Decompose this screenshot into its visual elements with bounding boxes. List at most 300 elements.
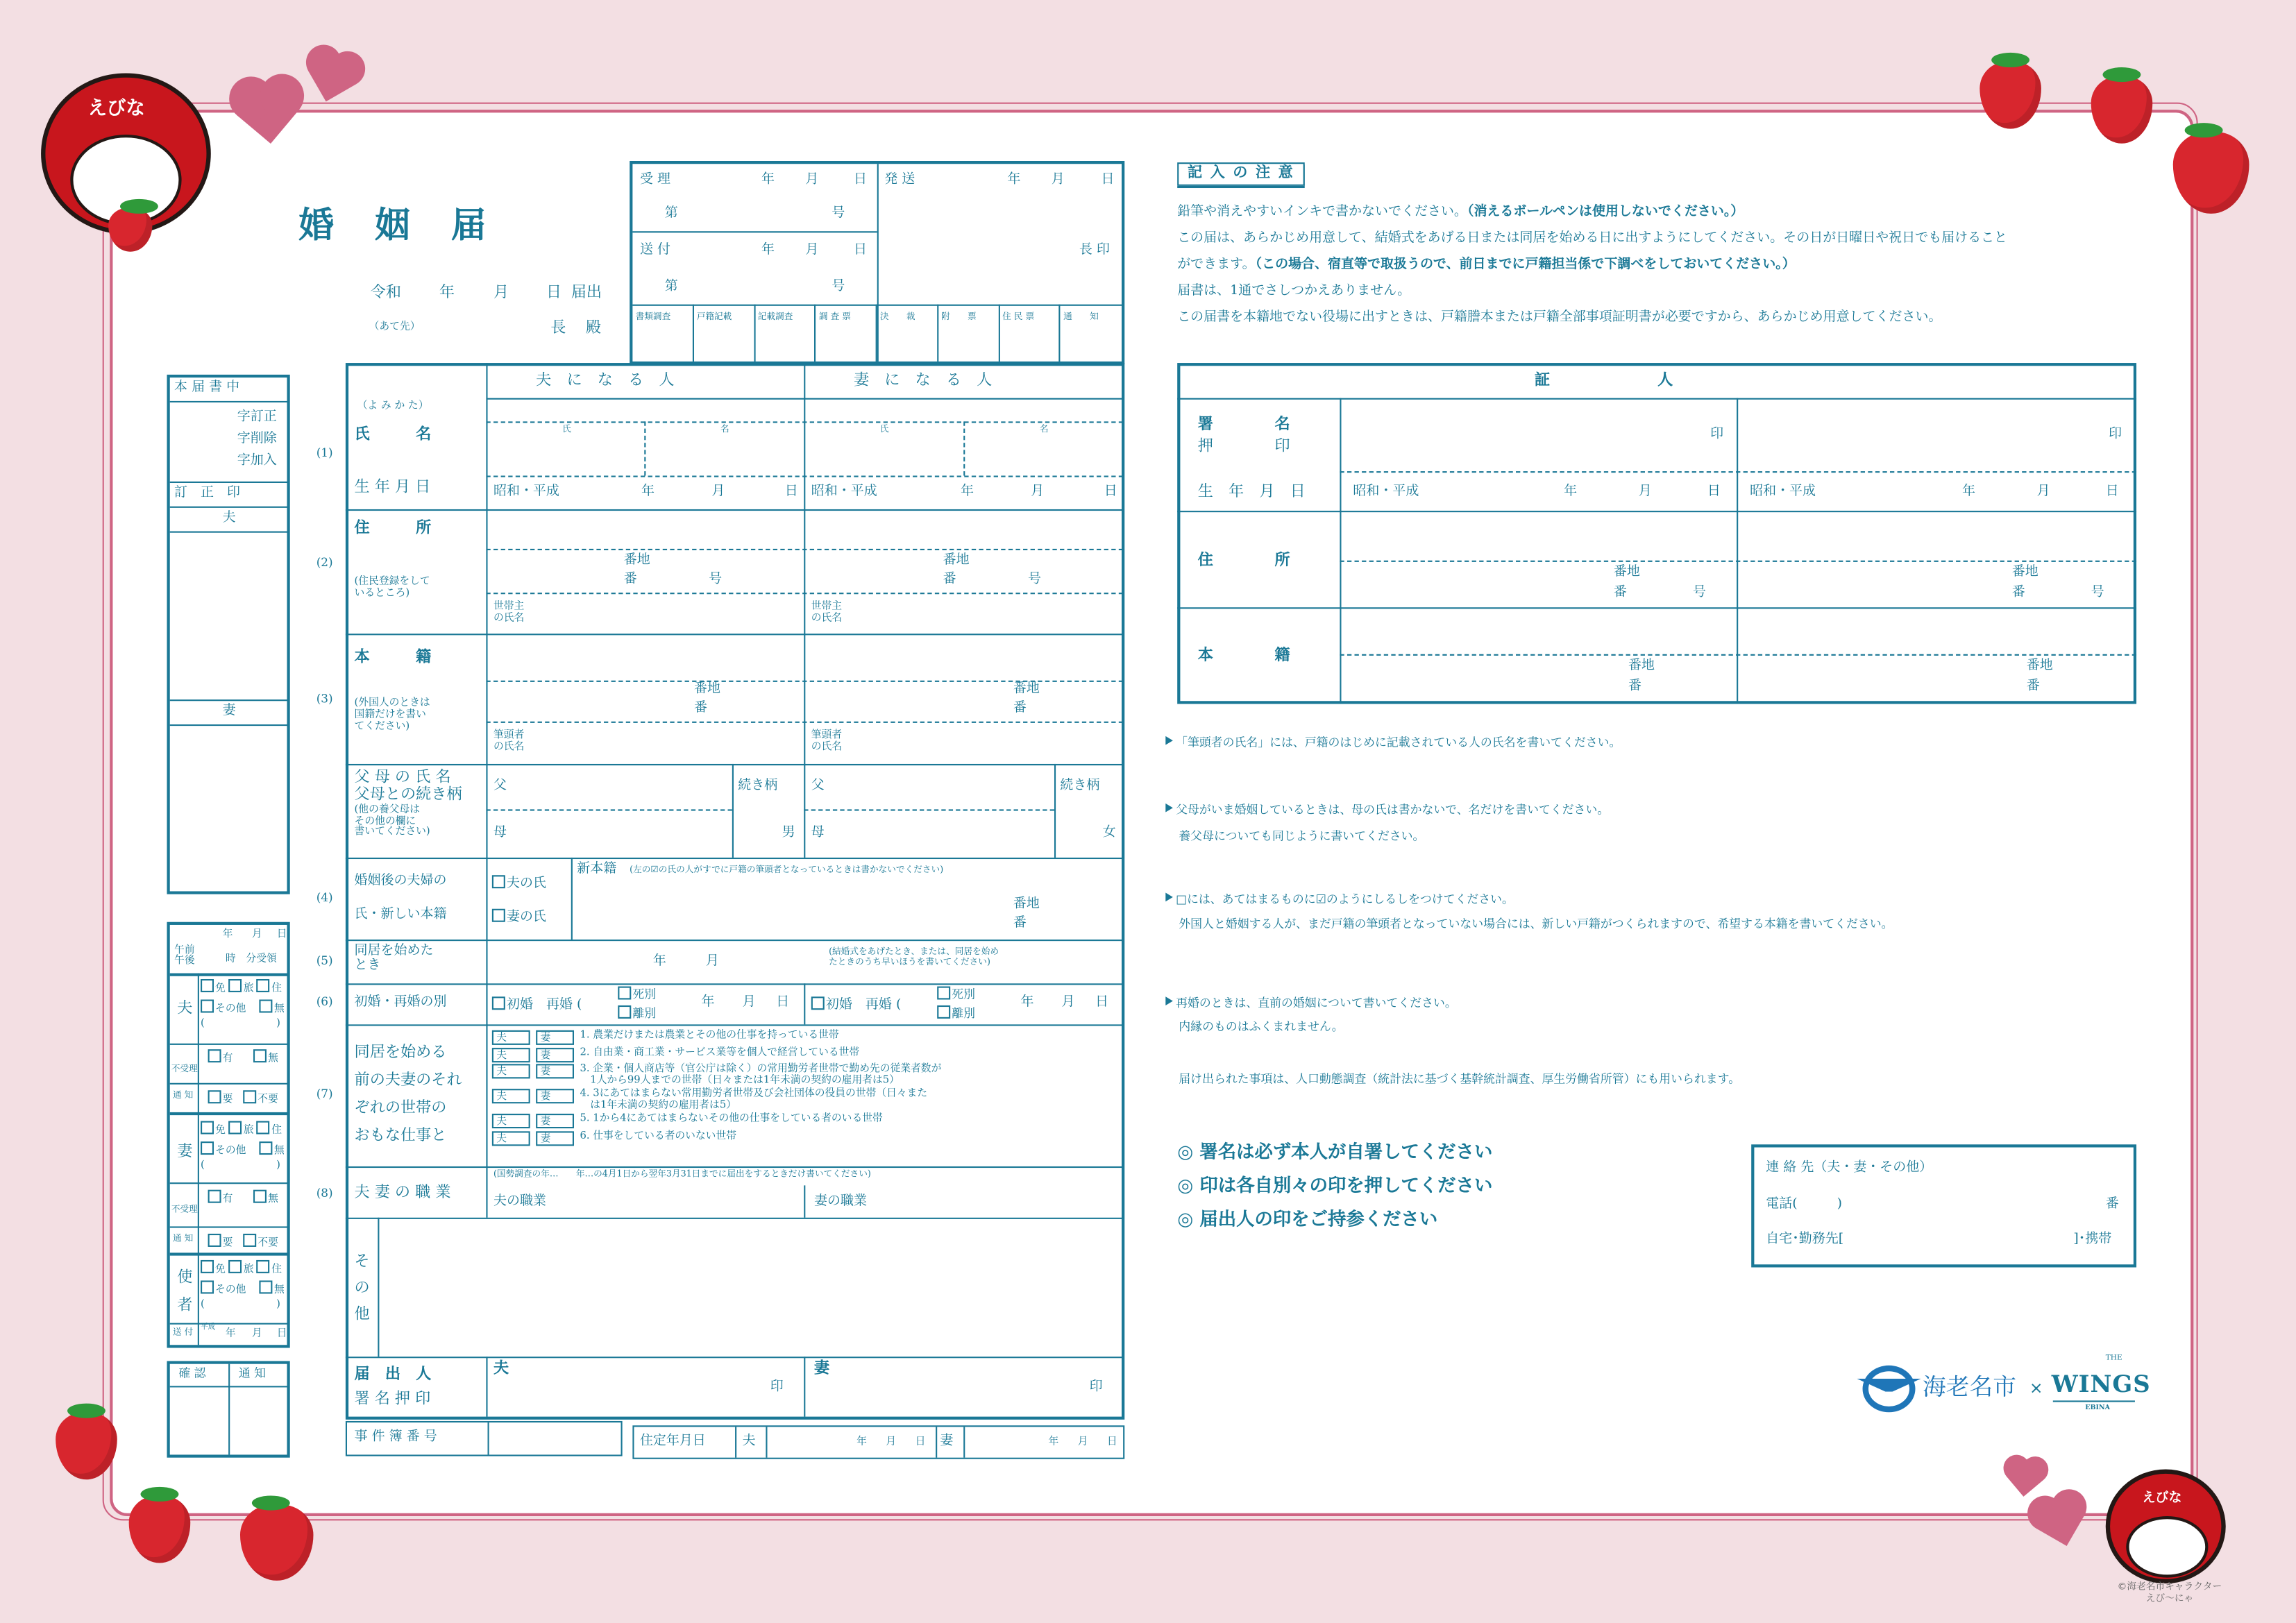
city-name: 海老名市 [1923,1373,2017,1401]
husband-first-marriage[interactable]: 初婚 再婚 ( [492,996,582,1012]
ban-label: 番 [2011,585,2025,600]
year-label: 年 [1048,1436,1059,1447]
filing-suffix: 届出 [571,284,602,302]
year-label: 年 [1564,484,1578,500]
witness-honseki-label: 本 籍 [1197,647,1290,665]
seal-label: 印 [770,1379,784,1395]
option-label: 免 [215,982,226,994]
month-label: 月 [742,995,756,1010]
note-line: この届は、あらかじめ用意して、結婚式をあげる日または同居を始める日に出すようにしてください。その日が日曜日や祝日でも届けること [1177,231,2008,246]
strawberry-icon [129,1496,191,1563]
checkbox[interactable] [201,1121,214,1135]
husband-label: 夫 [742,1434,756,1450]
refuse-label: 不受理 [171,1204,198,1215]
day-label: 日 [276,1327,287,1339]
checkbox[interactable] [201,979,214,992]
checkbox[interactable] [492,996,505,1010]
correction-title: 本 届 書 中 [174,380,240,396]
id-options [201,979,282,994]
household-item: 4. 3にあてはまらない常用勤労者世帯及び会社団体の役員の世帯（日々また は1年未満の契約の雇用者は5） [580,1087,928,1111]
correction-item: 字削除 [237,432,277,447]
husband-tag[interactable]: 夫 [492,1064,530,1078]
option-label: 旅 [243,982,254,994]
day-label: 日 [276,928,287,940]
option-label: 無 [274,1002,285,1014]
ban-label: 番 [1613,585,1627,600]
household-options [492,1030,1119,1146]
checkbox[interactable] [229,1121,242,1135]
case-number-box [346,1421,623,1456]
seal-label: 印 [1710,427,1724,442]
cohabitation-date: 年 月 [652,954,719,969]
day-label: 日 [1095,995,1109,1010]
mobile-field[interactable]: ]･携帯 [2073,1232,2112,1247]
annotation: 再婚のときは、直前の婚姻について書いてください。 [1165,996,1457,1010]
phone-field[interactable]: 電話( ) [1766,1197,1843,1212]
received-label: 受 理 [639,172,670,187]
option-label: 免 [215,1123,226,1136]
checkbox[interactable] [618,987,631,1000]
id-options [201,1280,285,1295]
id-options [201,1260,282,1275]
father-label: 父 [811,779,825,794]
month-label: 月 [251,1327,262,1339]
wife-tag[interactable]: 妻 [536,1047,574,1062]
id-options [201,1141,285,1156]
given-name-label: 名 [720,424,729,435]
option-label: 住 [271,1123,282,1136]
correction-wife: 妻 [222,704,236,719]
number-prefix: 第 [664,206,678,221]
month-label: 月 [1061,995,1075,1010]
birth-era: 昭和・平成 [1750,484,1816,500]
wings-the: THE [2105,1353,2122,1363]
checkbox[interactable] [257,1121,270,1135]
ban-label: 番 [1013,701,1027,716]
banchi-label: 番地 [943,553,970,568]
number-suffix: 号 [832,279,845,294]
day-label: 日 [776,995,790,1010]
checkbox[interactable] [253,1049,267,1062]
day-label: 日 [853,172,867,187]
witness-address-label: 住 所 [1197,552,1290,570]
go-label: 号 [1692,585,1706,600]
option-label: 無 [268,1192,278,1205]
year-label: 年 [1020,995,1034,1010]
wife-surname-option[interactable] [492,909,546,925]
year-label: 年 [960,484,974,500]
husband-tag[interactable]: 夫 [492,1131,530,1146]
notifier-label: 届 出 人 [354,1365,432,1384]
option-label: 死別 [952,987,976,1001]
reminder: ◎ 署名は必ず本人が自署してください [1177,1139,1493,1162]
husband-occupation-label: 夫の職業 [493,1194,546,1209]
option-label: 住 [271,982,282,994]
annotation: 「筆頭者の氏名」には、戸籍のはじめに記載されている人の氏名を書いてください。 [1165,736,1621,749]
honseki-note: (外国人のときは 国籍だけを書い てください) [354,696,430,732]
notice-options [208,1090,278,1105]
husband-tag[interactable]: 夫 [492,1030,530,1045]
check-cell: 附 票 [938,305,999,362]
checkbox[interactable] [260,1000,273,1013]
parents-label: 父 母 の 氏 名 父母との続き柄 [354,768,462,803]
era-label: 平成 [201,1323,216,1332]
marriage-type-label: 初婚・再婚の別 [354,995,447,1010]
option-label: 不要 [258,1237,278,1249]
note-bold: （この場合、宿直等で取扱うので、前日までに戸籍担当係で下調べをしておいてください。） [1255,257,1796,273]
day-label: 日 [2105,484,2119,500]
year-label: 年 [222,928,233,940]
ban-label: 番 [1013,916,1027,931]
row-number: (7) [316,1087,333,1101]
checkbox[interactable] [229,1260,242,1273]
wife-tag[interactable]: 妻 [536,1131,574,1146]
reading-label: （よ み か た） [357,399,429,411]
wife-signature-label: 妻 [813,1359,830,1377]
wings-logo: WINGS [2051,1370,2151,1398]
banchi-label: 番地 [1013,897,1040,912]
option-label: 無 [268,1052,278,1064]
number-suffix: 号 [832,206,845,221]
checkbox[interactable] [492,875,505,888]
wife-tag[interactable]: 妻 [536,1114,574,1129]
head-of-family-label: 筆頭者 の氏名 [811,729,843,753]
householder-label: 世帯主 の氏名 [811,600,843,624]
checkbox[interactable] [201,1280,214,1293]
checkbox[interactable] [208,1190,221,1203]
paren: ( ) [201,1159,280,1171]
witness-seal-label: 押 印 [1197,437,1290,455]
addressee-label: （あて先） [369,320,421,332]
banchi-label: 番地 [2026,658,2053,674]
option-label: 旅 [243,1263,254,1275]
row-number: (1) [316,446,333,460]
month-label: 月 [1638,484,1652,500]
birth-era: 昭和・平成 [811,484,877,500]
banchi-label: 番地 [2011,565,2038,580]
signature-seal-label: 署 名 押 印 [354,1390,431,1408]
note-line: 鉛筆や消えやすいインキで書かないでください。 [1177,205,1467,220]
notes-title: 記 入 の 注 意 [1177,162,1304,186]
annotation: 外国人と婚姻する人が、まだ戸籍の筆頭者となっていない場合には、新しい戸籍がつくられますので、希望する本籍を書いてください。 [1179,917,1893,931]
go-label: 号 [1028,572,1042,587]
seal-label: 印 [2108,427,2122,442]
year-label: 年 [761,172,775,187]
wife-tag[interactable]: 妻 [536,1030,574,1045]
annotation: 父母がいま婚姻しているときは、母の氏は書かないで、名だけを書いてください。 [1165,804,1609,817]
checkbox[interactable] [208,1090,221,1103]
note-line: 届書は、1通でさしつかえありません。 [1177,284,1411,299]
year-label: 年 [856,1436,867,1447]
husband-column-header: 夫 に な る 人 [536,371,675,390]
annotation: 養父母についても同じように書いてください。 [1179,829,1425,843]
month-label: 月 [1051,172,1065,187]
month-label: 月 [2036,484,2050,500]
checkbox[interactable] [243,1234,256,1247]
check-cell: 決 裁 [877,305,938,362]
mascot-hat-text: えびな [2142,1491,2182,1506]
annotation: 届け出られた事項は、人口動態調査（統計法に基づく基幹統計調査、厚生労働省所管）にも用いられます。 [1179,1072,1741,1086]
sent-label: 送 付 [172,1327,194,1338]
year-label: 年 [1961,484,1976,500]
day-label: 日 [1707,484,1721,500]
surname-label: 氏 [879,424,889,435]
new-name-label: 氏・新しい本籍 [354,907,447,922]
correction-seal-label: 訂 正 印 [174,486,241,501]
checkbox[interactable] [253,1190,267,1203]
month-label: 月 [711,484,725,500]
checkbox[interactable] [618,1005,631,1019]
ban-label: 番 [2026,679,2040,694]
day-label: 日 [1106,1436,1117,1447]
notice-label: 通 知 [238,1366,267,1380]
receipt-messenger: 使 者 [177,1268,193,1314]
option-label: 妻の氏 [506,910,546,925]
check-cell: 記載調査 [755,305,816,362]
chief-seal-label: 長 印 [1079,243,1110,258]
birth-label: 生 年 月 日 [354,478,431,496]
year-label: 年 [641,484,655,500]
death-option[interactable] [618,987,656,1001]
cohabitation-label: 同居を始めた とき [354,944,434,974]
year-label: 年 [225,1327,236,1339]
residence-date-box [632,1425,1124,1459]
checkbox[interactable] [257,1260,270,1273]
copyright-text: ©海老名市キャラクター えび～にゃ [2117,1580,2222,1604]
surname-label: 氏 [562,424,571,435]
relation-label: 続き柄 [1060,779,1100,794]
checkbox[interactable] [201,1141,214,1155]
divorce-option[interactable] [937,1005,975,1020]
banchi-label: 番地 [1613,565,1640,580]
divorce-option[interactable] [618,1005,656,1020]
residence-date-label: 住定年月日 [639,1434,706,1450]
ban-label: 番 [1628,679,1642,694]
row-number: (4) [316,891,333,905]
new-honseki-note: (左の☑の氏の人がすでに戸籍の筆頭者となっているときは書かないでください) [630,865,944,876]
office-use-box [630,161,1124,364]
birth-era: 昭和・平成 [1353,484,1419,500]
ban-label: 番 [623,572,637,587]
month-label: 月 [805,172,819,187]
time-label: 時 分受領 [225,953,277,965]
checkbox[interactable] [492,909,505,922]
option-label: 夫の氏 [506,876,546,892]
mascot-hat-text: えびな [87,98,145,120]
month-label: 月 [1031,484,1045,500]
checkbox[interactable] [201,1000,214,1013]
head-of-family-label: 筆頭者 の氏名 [493,729,525,753]
month-label: 月 [805,243,819,258]
name-label: 氏 名 [354,425,432,444]
day-label: 日 [546,284,562,302]
cohabitation-note: (結婚式をあげたとき、または、同居を始め たときのうち早いほうを書いてください) [829,946,999,968]
banchi-label: 番地 [1013,681,1040,697]
page-title: 婚 姻 届 [298,205,489,246]
address-note: (住民登録をして いるところ) [354,575,430,599]
strawberry-icon [240,1504,313,1581]
household-item: 6. 仕事をしている者のいない世帯 [580,1129,736,1141]
check-cell: 住 民 票 [999,305,1061,362]
checkbox[interactable] [243,1090,256,1103]
witness-title: 証 人 [1534,371,1673,390]
notice-label: 通 知 [172,1090,194,1101]
note-line: ができます。 [1177,257,1256,273]
other-label: そ の 他 [354,1252,370,1323]
note-bold: （消えるボールペンは使用しないでください。） [1467,205,1744,220]
option-label: 初婚 [506,998,533,1013]
husband-tag[interactable]: 夫 [492,1089,530,1104]
witness-sign-label: 署 名 [1197,415,1290,434]
checkbox[interactable] [260,1280,273,1293]
wife-occupation-label: 妻の職業 [813,1194,867,1209]
wife-tag[interactable]: 妻 [536,1064,574,1078]
witness-birth-label: 生 年 月 日 [1197,483,1306,501]
confirm-box [167,1361,290,1457]
checkbox[interactable] [811,996,825,1010]
option-label: 不要 [258,1093,278,1105]
reminder: ◎ 印は各自別々の印を押してください [1177,1173,1493,1196]
banchi-label: 番地 [1628,658,1655,674]
wife-first-marriage[interactable]: 初婚 再婚 ( [811,996,902,1012]
receipt-husband: 夫 [177,999,193,1017]
banchi-label: 番地 [623,553,650,568]
option-label: 要 [222,1237,233,1249]
day-label: 日 [784,484,798,500]
ampm-label: 午前 午後 [174,944,195,967]
month-label: 月 [493,284,509,302]
row-number: (3) [316,692,333,706]
household-item: 2. 自由業・商工業・サービス業等を個人で経営している世帯 [580,1045,860,1057]
go-label: 号 [2091,585,2104,600]
dispatch-label: 発 送 [884,172,915,187]
mother-label: 母 [493,825,507,840]
id-options [201,1000,285,1014]
option-label: 旅 [243,1123,254,1136]
birth-era: 昭和・平成 [493,484,559,500]
wings-sub: EBINA [2085,1404,2110,1413]
option-label: 無 [274,1283,285,1295]
checkbox[interactable] [257,979,270,992]
day-label: 日 [915,1436,926,1447]
option-label: 初婚 [825,998,852,1013]
option-label: 有 [222,1052,233,1064]
row-number: (6) [316,995,333,1009]
chief-label: 長 [550,318,566,337]
annotation: 内縁のものはふくまれません。 [1179,1020,1344,1034]
option-label: 離別 [952,1007,976,1021]
option-label: 免 [215,1263,226,1275]
day-label: 日 [853,243,867,258]
check-cell: 調 査 票 [816,305,877,362]
ban-label: 番 [943,572,956,587]
refuse-label: 不受理 [171,1064,198,1075]
day-label: 日 [1104,484,1117,500]
wife-tag[interactable]: 妻 [536,1089,574,1104]
row-number: (8) [316,1187,333,1200]
parents-note: (他の養父母は その他の欄に 書いてください) [354,803,430,838]
option-label: 再婚 [865,998,892,1013]
father-label: 父 [493,779,507,794]
husband-surname-option[interactable] [492,875,546,891]
household-label: 同居を始める 前の夫妻のそれ ぞれの世帯の おもな仕事と [354,1043,462,1144]
annotation: □には、あてはまるものに☑のようにしるしをつけてください。 [1165,893,1514,906]
household-item: 1. 農業だけまたは農業とその他の仕事を持っている世帯 [580,1028,839,1041]
household-item: 5. 1から4にあてはまらないその他の仕事をしている者のいる世帯 [580,1112,883,1125]
option-label: その他 [215,1002,246,1014]
number-prefix: 第 [664,279,678,294]
relation-female: 女 [1102,825,1116,840]
paren: ( ) [201,1298,280,1310]
case-number-label: 事 件 簿 番 号 [354,1429,437,1445]
checkbox[interactable] [229,979,242,992]
husband-signature-label: 夫 [493,1359,509,1377]
checkbox[interactable] [260,1141,273,1155]
death-option[interactable] [937,987,975,1001]
husband-tag[interactable]: 夫 [492,1114,530,1129]
occupation-note: (国勢調査の年… 年…の4月1日から翌年3月31日までに届出をするときだけ書いてください) [493,1169,871,1180]
option-label: 要 [222,1093,233,1105]
new-name-label: 婚姻後の夫婦の [354,874,447,889]
confirm-label: 確 認 [178,1366,206,1380]
paren: ( ) [201,1017,280,1029]
option-label: その他 [215,1144,246,1157]
husband-tag[interactable]: 夫 [492,1047,530,1062]
ban-label: 番 [2105,1197,2119,1212]
householder-label: 世帯主 の氏名 [493,600,525,624]
row-number: (2) [316,556,333,570]
household-item: 3. 企業・個人商店等（官公庁は除く）の常用勤労者世帯で勤め先の従業者数が 1人から99人までの世帯（日々または1年未満の契約の雇用者は5） [580,1062,942,1086]
banchi-label: 番地 [693,681,721,697]
contact-title: 連 絡 先（夫・妻・その他） [1766,1160,1933,1175]
checkbox[interactable] [201,1260,214,1273]
era-label: 令和 [370,284,402,302]
year-label: 年 [701,995,715,1010]
checkbox[interactable] [937,987,950,1000]
option-label: 再婚 [546,998,573,1013]
year-label: 年 [1007,172,1021,187]
reminder: ◎ 届出人の印をご持参ください [1177,1207,1438,1230]
option-label: その他 [215,1283,246,1295]
id-options [201,1121,282,1136]
option-label: 死別 [632,987,657,1001]
mother-label: 母 [811,825,825,840]
witness-table [1177,363,2136,704]
option-label: 住 [271,1263,282,1275]
relation-male: 男 [782,825,795,840]
seal-label: 印 [1089,1379,1103,1395]
times-sign: × [2029,1378,2043,1398]
notice-options [208,1234,278,1248]
option-label: 無 [274,1144,285,1157]
heart-icon [2036,1498,2084,1546]
check-cell: 書類調査 [632,305,693,362]
day-label: 日 [1101,172,1115,187]
checkbox[interactable] [937,1005,950,1019]
home-work-field[interactable]: 自宅･勤務先[ [1766,1232,1844,1247]
honorific-label: 殿 [585,318,602,337]
checkbox[interactable] [208,1234,221,1247]
year-label: 年 [439,284,455,302]
option-label: 有 [222,1192,233,1205]
main-form-table [346,363,1124,1420]
month-label: 月 [886,1436,897,1447]
correction-box [167,375,290,894]
wife-column-header: 妻 に な る 人 [853,371,993,390]
row-number: (5) [316,954,333,968]
checkbox[interactable] [208,1049,221,1062]
address-label: 住 所 [354,519,432,538]
